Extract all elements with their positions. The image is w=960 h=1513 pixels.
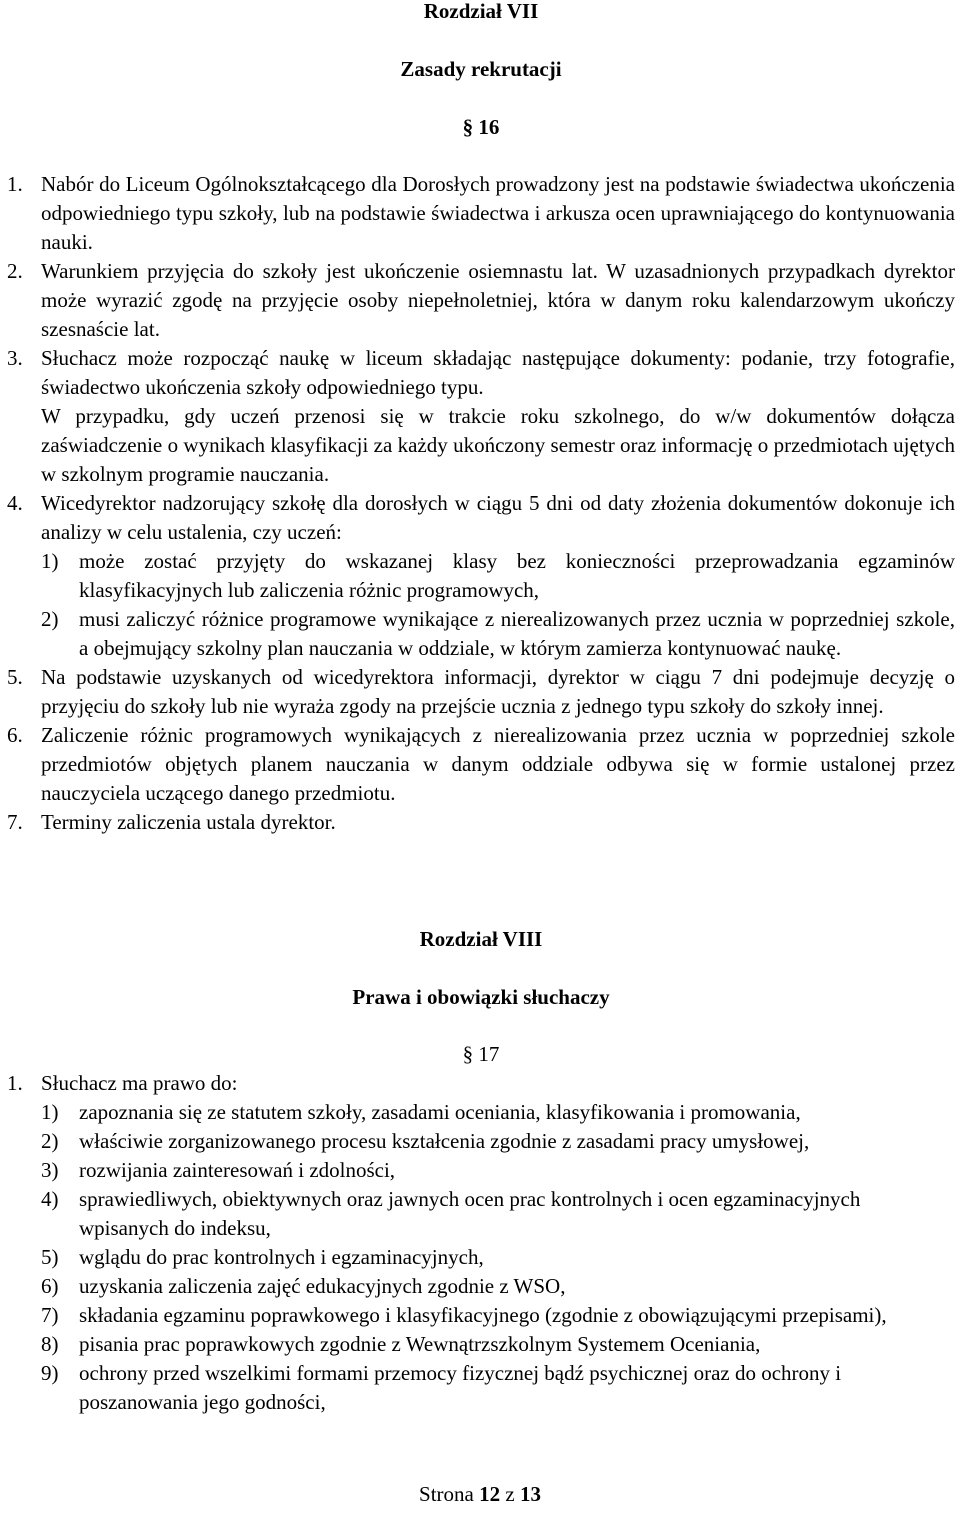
rights-item-number: 7) xyxy=(41,1303,59,1327)
chapter8-body xyxy=(7,1069,955,1417)
list-item xyxy=(7,1069,955,1098)
rights-item-number: 3) xyxy=(41,1158,59,1182)
rights-item xyxy=(7,1330,955,1359)
page-footer xyxy=(0,1480,960,1509)
section-number: § 16 xyxy=(462,115,500,139)
item-number: 5. xyxy=(7,665,23,689)
rights-item xyxy=(7,1185,955,1243)
list-item xyxy=(7,257,955,344)
sub-item-text: musi zaliczyć różnice programowe wynikające z nierealizowanych przez ucznia w poprzedniej szkole, a obejmujący szkolny plan nauczania w oddziale, w którym zamierza kontynuować naukę. xyxy=(79,607,955,660)
chapter-subtitle: Zasady rekrutacji xyxy=(400,57,562,81)
item-number: 1. xyxy=(7,172,23,196)
item-number: 4. xyxy=(7,491,23,515)
list-item xyxy=(7,721,955,808)
item-number: 7. xyxy=(7,810,23,834)
rights-item xyxy=(7,1272,955,1301)
rights-item-text: zapoznania się ze statutem szkoły, zasadami oceniania, klasyfikowania i promowania, xyxy=(79,1100,801,1124)
rights-item xyxy=(7,1156,955,1185)
footer-label: Strona xyxy=(419,1482,474,1506)
rights-item-text: wglądu do prac kontrolnych i egzaminacyjnych, xyxy=(79,1245,484,1269)
item-text: Słuchacz może rozpocząć naukę w liceum składając następujące dokumenty: podanie, trzy fotografie, świadectwo ukończenia szkoły odpowiedniego typu. xyxy=(41,346,955,399)
rights-item-number: 4) xyxy=(41,1187,59,1211)
footer-separator: z xyxy=(505,1482,515,1506)
sub-list-item xyxy=(7,605,955,663)
rights-item-text: pisania prac poprawkowych zgodnie z Wewnątrzszkolnym Systemem Oceniania, xyxy=(79,1332,761,1356)
item-text: Wicedyrektor nadzorujący szkołę dla dorosłych w ciągu 5 dni od daty złożenia dokumentów dokonuje ich analizy w celu ustalenia, czy uczeń: xyxy=(41,491,955,544)
rights-item-number: 9) xyxy=(41,1361,59,1385)
item-text: Zaliczenie różnic programowych wynikających z nierealizowania przez ucznia w poprzedniej szkole przedmiotów objętych planem nauczania w danym oddziale odbywa się w formie ustalonej przez nauczyciela uczącego danego przedmiotu. xyxy=(41,723,955,805)
item-text: Warunkiem przyjęcia do szkoły jest ukończenie osiemnastu lat. W uzasadnionych przypadkach dyrektor może wyrazić zgodę na przyjęcie osoby niepełnoletniej, która w danym roku kalendarzowym ukończy szesnaście lat. xyxy=(41,259,955,341)
rights-item-text: uzyskania zaliczenia zajęć edukacyjnych zgodnie z WSO, xyxy=(79,1274,566,1298)
rights-item-text: właściwie zorganizowanego procesu kształcenia zgodnie z zasadami pracy umysłowej, xyxy=(79,1129,810,1153)
rights-item xyxy=(7,1359,955,1417)
item-number: 2. xyxy=(7,259,23,283)
rights-item-number: 2) xyxy=(41,1129,59,1153)
list-item xyxy=(7,344,955,402)
chapter-title: Rozdział VIII xyxy=(419,927,543,951)
item-number: 3. xyxy=(7,346,23,370)
rights-item xyxy=(7,1127,955,1156)
list-item xyxy=(7,170,955,257)
list-item-continuation xyxy=(7,402,955,489)
sub-item-number: 1) xyxy=(41,549,59,573)
chapter7-body xyxy=(7,170,955,837)
sub-item-text: może zostać przyjęty do wskazanej klasy bez konieczności przeprowadzania egzaminów klasyfikacyjnych lub zaliczenia różnic programowych, xyxy=(79,549,955,602)
item-text: Na podstawie uzyskanych od wicedyrektora informacji, dyrektor w ciągu 7 dni podejmuje decyzję o przyjęciu do szkoły lub nie wyraża zgody na przejście ucznia z jednego typu szkoły do szkoły innej. xyxy=(41,665,955,718)
chapter-title: Rozdział VII xyxy=(423,0,539,23)
item-text: Słuchacz ma prawo do: xyxy=(41,1071,238,1095)
list-item xyxy=(7,808,955,837)
sub-list-item xyxy=(7,547,955,605)
rights-item-text: sprawiedliwych, obiektywnych oraz jawnych ocen prac kontrolnych i ocen egzaminacyjnych wpisanych do indeksu, xyxy=(79,1187,861,1240)
list-item xyxy=(7,663,955,721)
footer-page-number: 12 xyxy=(479,1482,501,1506)
rights-item xyxy=(7,1243,955,1272)
item-text: Terminy zaliczenia ustala dyrektor. xyxy=(41,810,336,834)
footer-total-pages: 13 xyxy=(519,1482,541,1506)
rights-item xyxy=(7,1098,955,1127)
list-item xyxy=(7,489,955,547)
rights-item-text: rozwijania zainteresowań i zdolności, xyxy=(79,1158,396,1182)
item-number: 6. xyxy=(7,723,23,747)
item-text: W przypadku, gdy uczeń przenosi się w trakcie roku szkolnego, do w/w dokumentów dołącza zaświadczenie o wynikach klasyfikacji za każdy ukończony semestr oraz informację o przedmiotach ujętych w szkolnym programie nauczania. xyxy=(41,404,955,486)
rights-item-text: składania egzaminu poprawkowego i klasyfikacyjnego (zgodnie z obowiązującymi przepisami), xyxy=(79,1303,887,1327)
rights-item-number: 5) xyxy=(41,1245,59,1269)
sub-item-number: 2) xyxy=(41,607,59,631)
rights-item-number: 8) xyxy=(41,1332,59,1356)
item-text: Nabór do Liceum Ogólnokształcącego dla Dorosłych prowadzony jest na podstawie świadectwa ukończenia odpowiedniego typu szkoły, lub na podstawie świadectwa i arkusza ocen uprawniającego do kontynuowania nauki. xyxy=(41,172,955,254)
rights-item xyxy=(7,1301,955,1330)
item-number: 1. xyxy=(7,1071,23,1095)
rights-item-number: 1) xyxy=(41,1100,59,1124)
chapter-subtitle: Prawa i obowiązki słuchaczy xyxy=(352,985,610,1009)
rights-item-text: ochrony przed wszelkimi formami przemocy fizycznej bądź psychicznej oraz do ochrony i poszanowania jego godności, xyxy=(79,1361,842,1414)
rights-item-number: 6) xyxy=(41,1274,59,1298)
section-number: § 17 xyxy=(462,1042,500,1066)
